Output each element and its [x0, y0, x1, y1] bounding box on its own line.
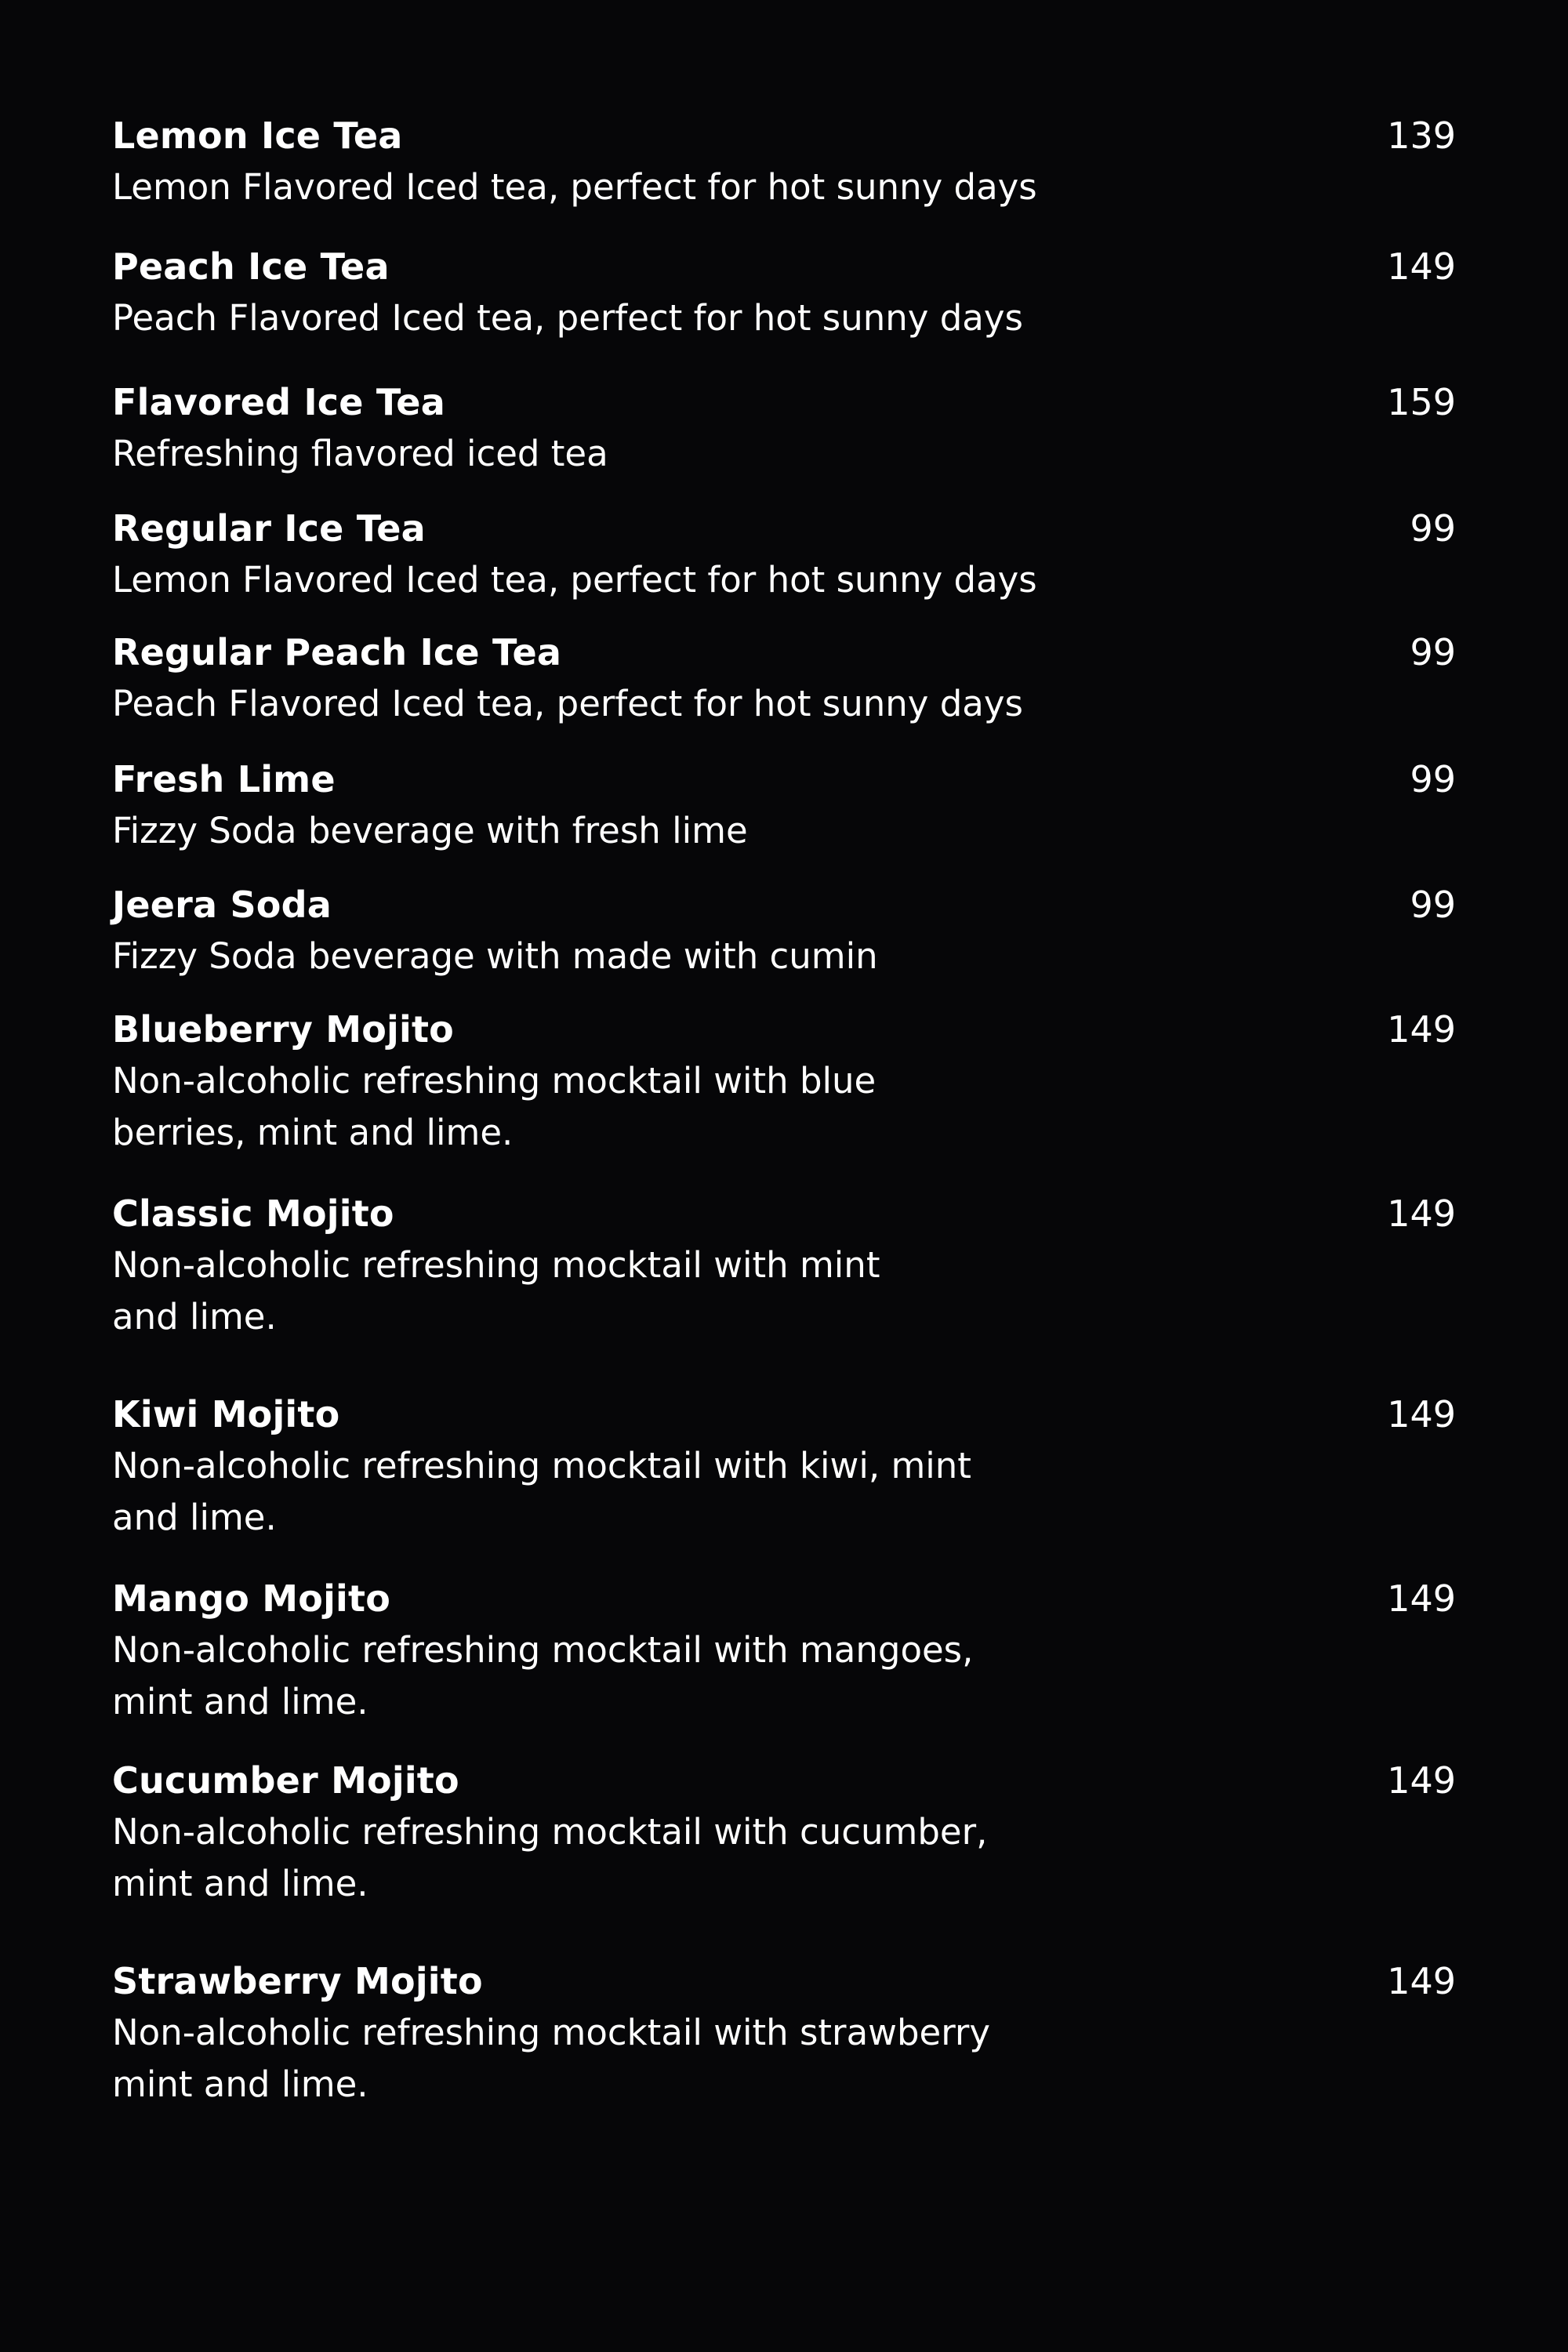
description-line: mint and lime. [112, 1681, 368, 1722]
item-description [112, 1055, 876, 1159]
item-name: Strawberry Mojito [112, 1960, 483, 2002]
item-price: 99 [1410, 758, 1456, 800]
item-name: Classic Mojito [112, 1192, 394, 1235]
item-price: 99 [1410, 631, 1456, 673]
item-description [112, 162, 1037, 213]
description-line: and lime. [112, 1296, 277, 1338]
description-line: Lemon Flavored Iced tea, perfect for hot sunny days [112, 559, 1037, 601]
item-name: Peach Ice Tea [112, 245, 390, 288]
description-line: Peach Flavored Iced tea, perfect for hot sunny days [112, 297, 1023, 339]
item-price: 149 [1387, 1577, 1456, 1620]
item-name: Regular Peach Ice Tea [112, 631, 562, 673]
item-name: Lemon Ice Tea [112, 114, 403, 157]
item-price: 149 [1387, 1008, 1456, 1051]
description-line: mint and lime. [112, 2063, 368, 2105]
description-line: Non-alcoholic refreshing mocktail with cucumber, [112, 1811, 988, 1853]
description-line: Fizzy Soda beverage with made with cumin [112, 935, 878, 977]
description-line: Fizzy Soda beverage with fresh lime [112, 810, 748, 851]
item-name: Kiwi Mojito [112, 1393, 340, 1436]
description-line: Non-alcoholic refreshing mocktail with mint [112, 1244, 880, 1286]
description-line: mint and lime. [112, 1863, 368, 1904]
item-price: 149 [1387, 1759, 1456, 1802]
item-description [112, 292, 1023, 344]
description-line: Peach Flavored Iced tea, perfect for hot sunny days [112, 683, 1023, 724]
description-line: and lime. [112, 1497, 277, 1538]
item-name: Cucumber Mojito [112, 1759, 459, 1802]
description-line: Non-alcoholic refreshing mocktail with kiwi, mint [112, 1445, 971, 1486]
item-name: Blueberry Mojito [112, 1008, 454, 1051]
item-description [112, 428, 608, 480]
item-price: 149 [1387, 245, 1456, 288]
item-description [112, 1806, 987, 1910]
item-name: Flavored Ice Tea [112, 381, 445, 423]
item-name: Jeera Soda [112, 884, 332, 926]
item-price: 99 [1410, 884, 1456, 926]
item-description [112, 1240, 880, 1343]
item-description [112, 931, 878, 982]
item-name: Mango Mojito [112, 1577, 391, 1620]
description-line: Non-alcoholic refreshing mocktail with strawberry [112, 2012, 991, 2053]
item-description [112, 1624, 973, 1728]
item-price: 99 [1410, 507, 1456, 550]
item-description [112, 2007, 990, 2111]
item-price: 149 [1387, 1960, 1456, 2002]
description-line: Non-alcoholic refreshing mocktail with mangoes, [112, 1629, 974, 1671]
description-line: Lemon Flavored Iced tea, perfect for hot sunny days [112, 166, 1037, 208]
item-price: 139 [1387, 114, 1456, 157]
item-price: 159 [1387, 381, 1456, 423]
description-line: Non-alcoholic refreshing mocktail with blue [112, 1060, 877, 1102]
description-line: berries, mint and lime. [112, 1112, 514, 1153]
item-description [112, 678, 1023, 730]
item-description [112, 554, 1037, 606]
item-price: 149 [1387, 1393, 1456, 1436]
item-name: Regular Ice Tea [112, 507, 426, 550]
item-price: 149 [1387, 1192, 1456, 1235]
item-description [112, 1440, 971, 1544]
item-name: Fresh Lime [112, 758, 336, 800]
description-line: Refreshing flavored iced tea [112, 433, 608, 474]
item-description [112, 805, 748, 857]
